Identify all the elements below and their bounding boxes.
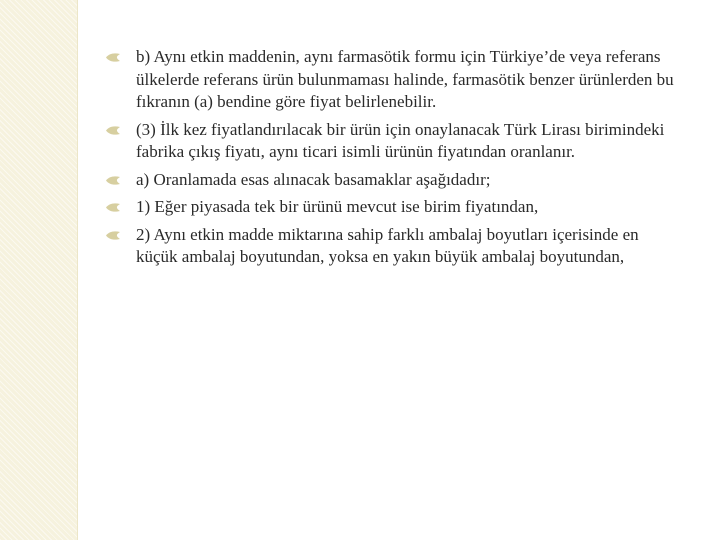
bullet-item-3: [105, 119, 680, 164]
leaf-bullet-icon: [105, 230, 121, 241]
slide-content-panel: [77, 0, 720, 540]
bullet-text: 2) Aynı etkin madde miktarına sahip farklı ambalaj boyutları içerisinde en küçük ambalaj boyutundan, yoksa en yakın büyük ambalaj boyutundan,: [136, 224, 639, 266]
bullet-item-1: [105, 196, 680, 219]
bullet-item-b: [105, 46, 680, 114]
bullet-item-a: [105, 169, 680, 192]
bullet-text: (3) İlk kez fiyatlandırılacak bir ürün için onaylanacak Türk Lirası birimindeki fabrika çıkış fiyatı, aynı ticari isimli ürünün fiyatından oranlanır.: [136, 119, 665, 161]
leaf-bullet-icon: [105, 202, 121, 213]
bullet-item-2: [105, 224, 680, 269]
bullet-text: b) Aynı etkin maddenin, aynı farmasötik formu için Türkiye’de veya referans ülkelerde referans ürün bulunmaması halinde, farmasötik benzer ürünlerden bu fıkranın (a) bendine göre fiyat belirlenebilir.: [136, 47, 674, 111]
leaf-bullet-icon: [105, 125, 121, 136]
leaf-bullet-icon: [105, 52, 121, 63]
bullet-list: [105, 46, 680, 274]
decorative-stripe-band: [0, 0, 77, 540]
bullet-text: a) Oranlamada esas alınacak basamaklar aşağıdadır;: [136, 169, 491, 189]
bullet-text: 1) Eğer piyasada tek bir ürünü mevcut ise birim fiyatından,: [136, 197, 539, 216]
leaf-bullet-icon: [105, 175, 121, 186]
